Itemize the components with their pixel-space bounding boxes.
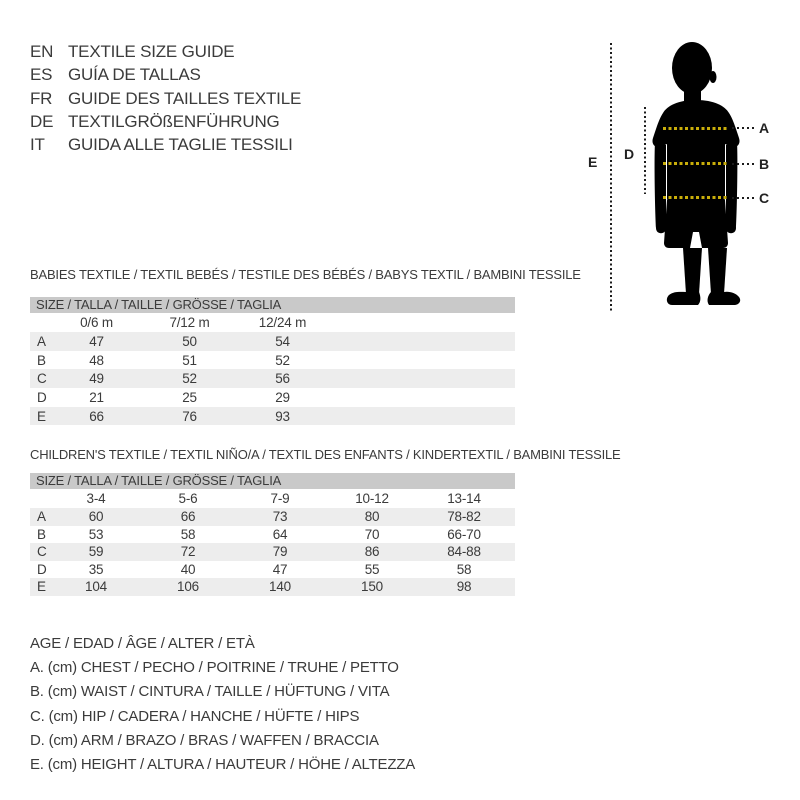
chest-measure-dashes bbox=[663, 127, 729, 130]
cell-value: 55 bbox=[364, 561, 380, 577]
row-label: D bbox=[37, 389, 47, 405]
row-label: C bbox=[37, 371, 47, 387]
cell-value: 104 bbox=[85, 579, 107, 595]
cell-value: 66 bbox=[89, 408, 104, 424]
row-label: A bbox=[37, 509, 46, 525]
cell-value: 54 bbox=[275, 333, 290, 349]
marker-label-chest: A bbox=[759, 120, 770, 136]
cell-value: 59 bbox=[88, 544, 104, 560]
column-header: 0/6 m bbox=[80, 315, 113, 330]
cell-value: 51 bbox=[182, 352, 197, 368]
waist-measure-leader bbox=[732, 163, 755, 165]
cell-value: 80 bbox=[364, 509, 380, 525]
column-header: 10-12 bbox=[355, 491, 389, 506]
chest-measure-leader bbox=[732, 127, 755, 129]
cell-value: 53 bbox=[88, 526, 104, 542]
cell-value: 58 bbox=[180, 526, 196, 542]
cell-value: 48 bbox=[89, 352, 104, 368]
cell-value: 25 bbox=[182, 389, 197, 405]
measurement-legend bbox=[30, 632, 415, 777]
column-header: 7-9 bbox=[270, 491, 290, 506]
child-silhouette-figure bbox=[650, 30, 762, 315]
children-column-header-row bbox=[30, 489, 515, 508]
language-code: FR bbox=[30, 88, 53, 108]
cell-value: 93 bbox=[275, 408, 290, 424]
row-label: D bbox=[37, 561, 47, 577]
language-row bbox=[30, 133, 301, 156]
column-header: 3-4 bbox=[86, 491, 106, 506]
marker-label-arm: D bbox=[624, 146, 635, 162]
marker-label-hip: C bbox=[759, 190, 770, 206]
cell-value: 56 bbox=[275, 371, 290, 387]
cell-value: 73 bbox=[272, 509, 288, 525]
language-row bbox=[30, 110, 301, 133]
legend-line-height: E. (cm) HEIGHT / ALTURA / HAUTEUR / HÖHE / ALTEZZA bbox=[30, 756, 416, 774]
cell-value: 40 bbox=[180, 561, 196, 577]
children-size-header-bar: SIZE / TALLA / TAILLE / GRÖSSE / TAGLIA bbox=[30, 473, 515, 489]
legend-line-hip: C. (cm) HIP / CADERA / HANCHE / HÜFTE / HIPS bbox=[30, 707, 360, 725]
cell-value: 72 bbox=[180, 544, 196, 560]
children-size-table bbox=[30, 473, 515, 596]
cell-value: 60 bbox=[88, 509, 104, 525]
hip-measure-dashes bbox=[663, 196, 729, 199]
cell-value: 64 bbox=[272, 526, 288, 542]
cell-value: 150 bbox=[361, 579, 383, 595]
language-code: ES bbox=[30, 65, 53, 85]
cell-value: 140 bbox=[269, 579, 291, 595]
marker-label-height: E bbox=[588, 154, 598, 170]
row-label: E bbox=[37, 579, 46, 595]
babies-section-title: BABIES TEXTILE / TEXTIL BEBÉS / TESTILE DES BÉBÉS / BABYS TEXTIL / BAMBINI TESSILE bbox=[30, 267, 581, 282]
cell-value: 29 bbox=[275, 389, 290, 405]
table-row bbox=[30, 543, 515, 561]
row-label: C bbox=[37, 544, 47, 560]
marker-label-waist: B bbox=[759, 156, 770, 172]
cell-value: 52 bbox=[275, 352, 290, 368]
column-header: 5-6 bbox=[178, 491, 198, 506]
table-row bbox=[30, 526, 515, 544]
arm-measure-line bbox=[644, 107, 646, 194]
table-row bbox=[30, 332, 515, 351]
babies-column-header-row bbox=[30, 313, 515, 332]
column-header: 12/24 m bbox=[258, 315, 307, 330]
cell-value: 70 bbox=[364, 526, 380, 542]
legend-line-waist: B. (cm) WAIST / CINTURA / TAILLE / HÜFTUNG / VITA bbox=[30, 683, 390, 701]
hip-measure-leader bbox=[732, 197, 755, 199]
cell-value: 78-82 bbox=[447, 509, 481, 525]
cell-value: 35 bbox=[88, 561, 104, 577]
table-row bbox=[30, 388, 515, 407]
height-measure-line bbox=[610, 43, 612, 313]
legend-line-chest: A. (cm) CHEST / PECHO / POITRINE / TRUHE / PETTO bbox=[30, 659, 399, 677]
cell-value: 58 bbox=[456, 561, 472, 577]
language-title: GUÍA DE TALLAS bbox=[68, 65, 201, 85]
babies-size-table bbox=[30, 297, 515, 425]
language-code: DE bbox=[30, 111, 54, 131]
children-section-title: CHILDREN'S TEXTILE / TEXTIL NIÑO/A / TEXTIL DES ENFANTS / KINDERTEXTIL / BAMBINI TESSILE bbox=[30, 447, 621, 462]
legend-line-age: AGE / EDAD / ÂGE / ALTER / ETÀ bbox=[30, 635, 255, 652]
language-code: EN bbox=[30, 42, 54, 61]
row-label: B bbox=[37, 352, 46, 368]
cell-value: 84-88 bbox=[447, 544, 481, 560]
waist-measure-dashes bbox=[663, 162, 729, 165]
cell-value: 106 bbox=[177, 579, 199, 595]
language-row bbox=[30, 40, 301, 63]
language-row bbox=[30, 87, 301, 110]
cell-value: 79 bbox=[272, 544, 288, 560]
cell-value: 52 bbox=[182, 371, 197, 387]
legend-line-arm: D. (cm) ARM / BRAZO / BRAS / WAFFEN / BRACCIA bbox=[30, 731, 379, 749]
cell-value: 21 bbox=[89, 389, 104, 405]
cell-value: 50 bbox=[182, 333, 197, 349]
cell-value: 49 bbox=[89, 371, 104, 387]
cell-value: 47 bbox=[89, 333, 104, 349]
cell-value: 66 bbox=[180, 509, 196, 525]
language-title: GUIDA ALLE TAGLIE TESSILI bbox=[68, 135, 293, 155]
table-row bbox=[30, 351, 515, 370]
babies-size-header-bar: SIZE / TALLA / TAILLE / GRÖSSE / TAGLIA bbox=[30, 297, 515, 313]
cell-value: 86 bbox=[364, 544, 380, 560]
language-title: GUIDE DES TAILLES TEXTILE bbox=[68, 88, 302, 108]
language-title: TEXTILGRÖßENFÜHRUNG bbox=[68, 111, 280, 131]
row-label: B bbox=[37, 526, 46, 542]
cell-value: 98 bbox=[456, 579, 472, 595]
cell-value: 47 bbox=[272, 561, 288, 577]
language-row bbox=[30, 63, 301, 86]
cell-value: 66-70 bbox=[447, 526, 481, 542]
column-header: 7/12 m bbox=[169, 315, 210, 330]
language-title: TEXTILE SIZE GUIDE bbox=[68, 42, 235, 61]
table-row bbox=[30, 561, 515, 579]
column-header: 13-14 bbox=[447, 491, 481, 506]
language-code: IT bbox=[30, 135, 45, 155]
cell-value: 76 bbox=[182, 408, 197, 424]
table-row bbox=[30, 578, 515, 596]
table-row bbox=[30, 407, 515, 426]
table-row bbox=[30, 369, 515, 388]
row-label: E bbox=[37, 408, 46, 424]
row-label: A bbox=[37, 333, 46, 349]
table-row bbox=[30, 508, 515, 526]
language-title-list bbox=[30, 40, 301, 156]
